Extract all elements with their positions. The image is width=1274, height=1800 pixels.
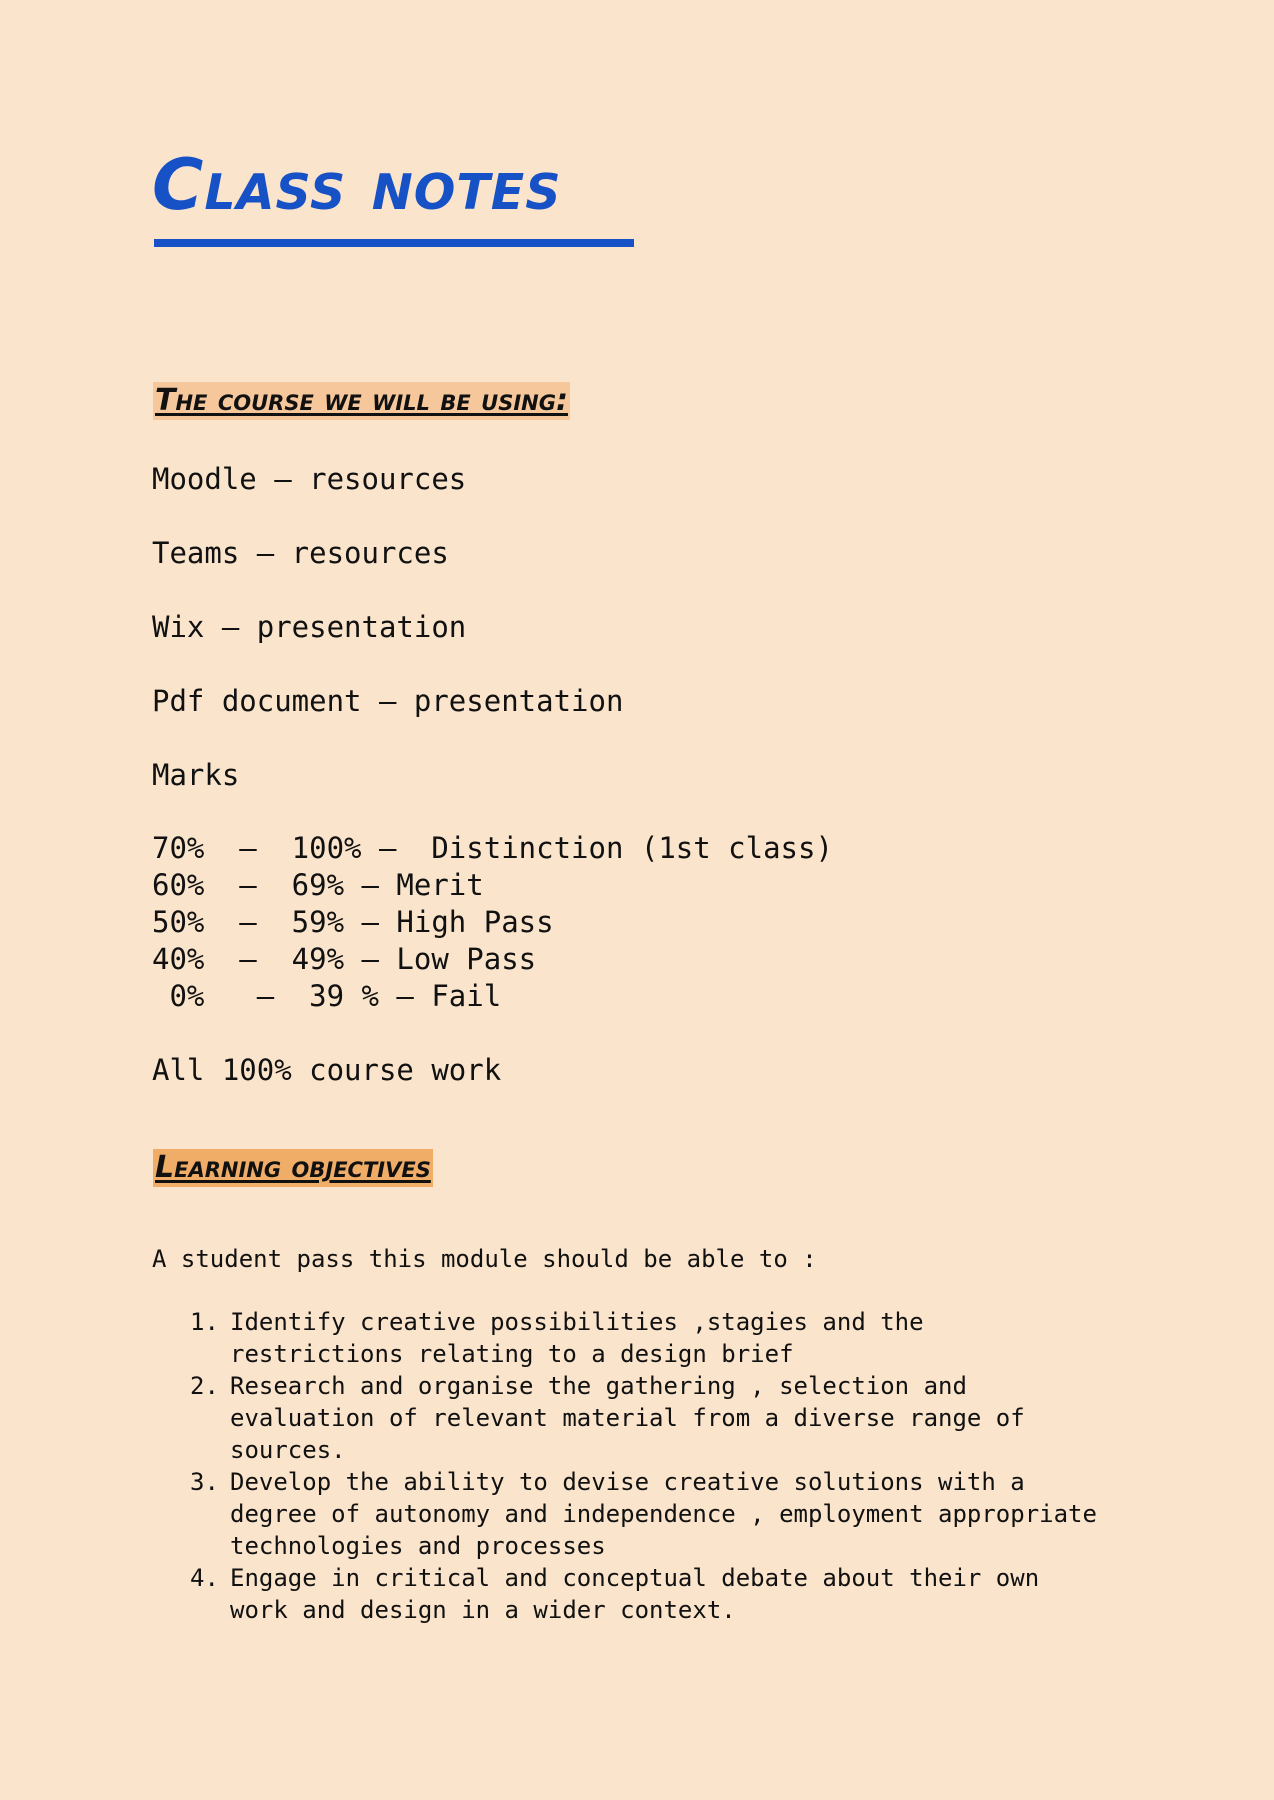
mark-band: 40% – 49% – Low Pass bbox=[152, 942, 537, 976]
marks-label: Marks bbox=[152, 758, 240, 792]
item-number: 3. bbox=[190, 1468, 219, 1496]
item-text: Develop the ability to devise creative solutions with a degree of autonomy and independence , employment appropriate technologies and processes bbox=[230, 1468, 1097, 1560]
objectives-list bbox=[190, 1306, 1110, 1626]
list-item bbox=[190, 1370, 1110, 1466]
page-title: Class notes bbox=[152, 144, 562, 226]
list-item bbox=[190, 1306, 1110, 1370]
item-number: 4. bbox=[190, 1564, 219, 1592]
item-text: Engage in critical and conceptual debate about their own work and design in a wider context. bbox=[230, 1564, 1040, 1624]
mark-band: 70% – 100% – Distinction (1st class) bbox=[152, 831, 833, 865]
tool-line: Wix – presentation bbox=[152, 610, 467, 644]
title-underline bbox=[154, 239, 634, 247]
learning-objectives-heading: Learning objectives bbox=[155, 1150, 431, 1185]
list-item bbox=[190, 1562, 1110, 1626]
mark-band: 60% – 69% – Merit bbox=[152, 868, 484, 902]
item-text: Identify creative possibilities ,stagies and the restrictions relating to a design brief bbox=[230, 1308, 924, 1368]
tool-line: Moodle – resources bbox=[152, 462, 467, 496]
item-number: 2. bbox=[190, 1372, 219, 1400]
tool-line: Pdf document – presentation bbox=[152, 684, 624, 718]
mark-band: 50% – 59% – High Pass bbox=[152, 905, 554, 939]
objectives-intro: A student pass this module should be able to : bbox=[152, 1245, 817, 1273]
mark-band: 0% – 39 % – Fail bbox=[152, 979, 502, 1013]
coursework-note: All 100% course work bbox=[152, 1053, 502, 1087]
item-number: 1. bbox=[190, 1308, 219, 1336]
tool-line: Teams – resources bbox=[152, 536, 449, 570]
course-tools-heading: The course we will be using: bbox=[155, 383, 568, 418]
item-text: Research and organise the gathering , selection and evaluation of relevant material from a diverse range of sources. bbox=[230, 1372, 1025, 1464]
list-item bbox=[190, 1466, 1110, 1562]
